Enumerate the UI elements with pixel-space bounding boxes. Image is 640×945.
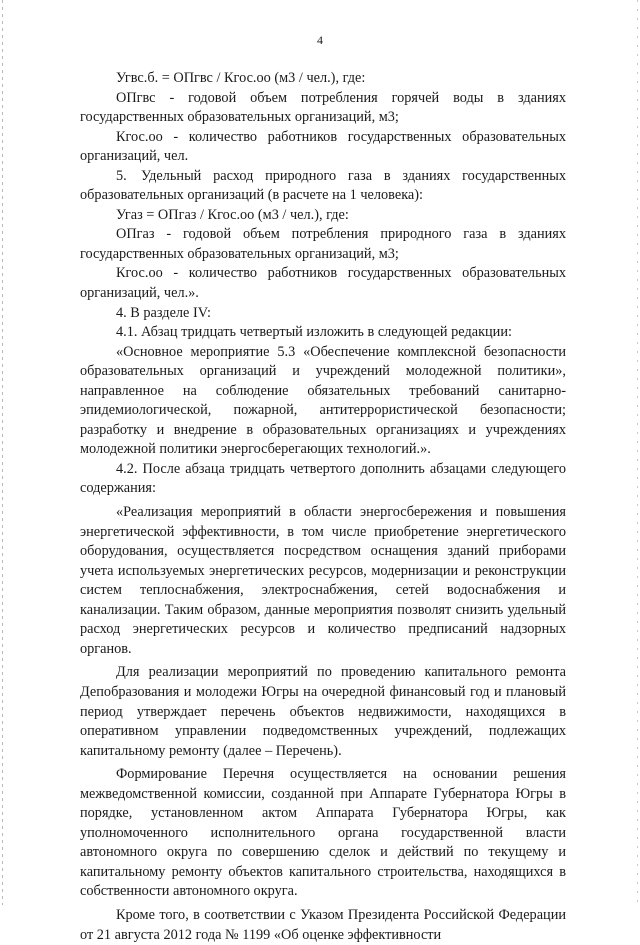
formula-hot-water: Угвс.б. = ОПгвс / Кгос.оо (м3 / чел.), где: (116, 70, 366, 86)
list-formation-paragraph: Формирование Перечня осуществляется на основании решения межведомственной комиссии, созданной при Аппарате Губернатора Югры в порядке, установленном актом Аппарата Губернатора Югры, как уполномоченного исполнительного органа государственной власти автономного округа по совершению сделок и действий по текущему и капитальному ремонту объектов капитального строительства, находящихся в собственности автономного округа. (80, 766, 566, 900)
scan-left-edge (2, 0, 3, 905)
energy-saving-paragraph: «Реализация мероприятий в области энергосбережения и повышения энергетической эффективности, в том числе приобретение энергетического оборудования, осуществляется посредством оснащения зданий приборами учета используемых энергетических ресурсов, модернизации и реконструкции систем теплоснабжения, электроснабжения, сетей водоснабжения и канализации. Таким образом, данные мероприятия позволят снизить удельный расход энергетических ресурсов и количество предписаний надзорных органов. (80, 504, 566, 657)
page-number: 4 (317, 33, 323, 47)
formula-gas: Угаз = ОПгаз / Кгос.оо (м3 / чел.), где: (116, 206, 349, 223)
definition-employee-count: Кгос.оо - количество работников государственных образовательных организаций, чел. (80, 128, 566, 165)
document-body (80, 69, 566, 945)
scan-right-edge (637, 0, 638, 905)
item-5-gas-consumption: 5. Удельный расход природного газа в зданиях государственных образовательных организаций (в расчете на 1 человека): (80, 167, 566, 204)
section-4-heading: 4. В разделе IV: (116, 304, 211, 321)
definition-employee-count-2: Кгос.оо - количество работников государственных образовательных организаций, чел.». (80, 265, 566, 302)
definition-gas-consumption: ОПгаз - годовой объем потребления природного газа в зданиях государственных образовательных организаций, м3; (80, 226, 566, 262)
definition-hot-water-consumption: ОПгвс - годовой объем потребления горячей воды в зданиях государственных образовательных организаций, м3; (80, 89, 566, 126)
presidential-decree-paragraph: Кроме того, в соответствии с Указом Президента Российской Федерации от 21 августа 2012 года № 1199 «Об оценке эффективности (80, 906, 566, 943)
main-measure-5-3: «Основное мероприятие 5.3 «Обеспечение комплексной безопасности образовательных организаций и учреждений молодежной политики», направленное на соблюдение обязательных требований санитарно-эпидемиологической, пожарной, антитеррористической безопасности; разработку и внедрение в образовательных организациях и учреждениях молодежной политики энергосберегающих технологий.». (80, 343, 566, 458)
clause-4-2: 4.2. После абзаца тридцать четвертого дополнить абзацами следующего содержания: (80, 460, 566, 497)
clause-4-1: 4.1. Абзац тридцать четвертый изложить в следующей редакции: (116, 324, 512, 341)
capital-repair-paragraph: Для реализации мероприятий по проведению капитального ремонта Депобразования и молодежи Югры на очередной финансовый год и плановый период утверждает перечень объектов недвижимости, находящихся в оперативном управлении подведомственных учреждений, подлежащих капитальному ремонту (далее – Перечень). (80, 664, 566, 759)
